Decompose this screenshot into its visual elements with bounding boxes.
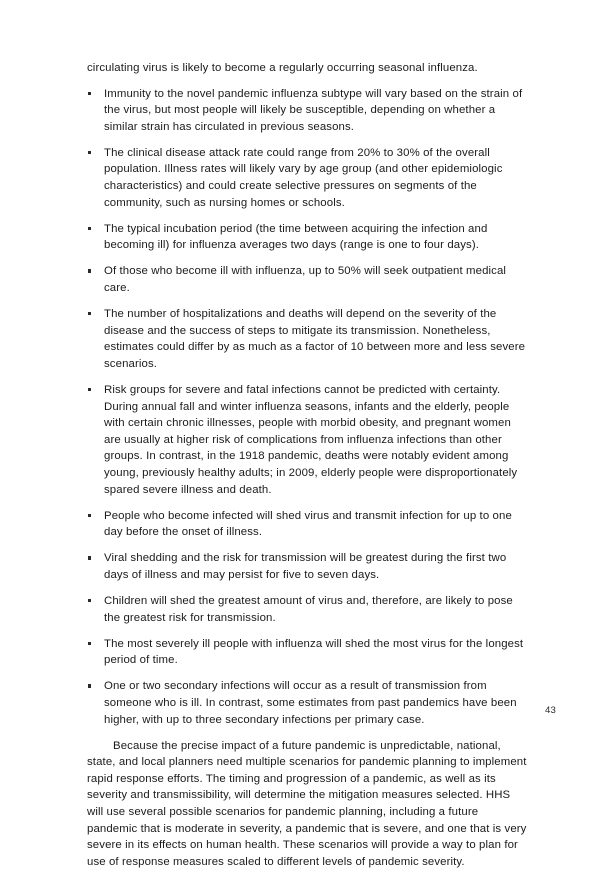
bullet-icon [88, 684, 91, 687]
list-item-text: Children will shed the greatest amount of virus and, therefore, are likely to pose the greatest risk for transmission. [104, 595, 513, 624]
page-number: 43 [544, 705, 556, 716]
closing-paragraph: Because the precise impact of a future pandemic is unpredictable, national, state, and local planners need multiple scenarios for pandemic planning to implement rapid response efforts. The timing and progression of a pandemic, as well as its severity and transmissibility, will determine the mitigation measures selected. HHS will use several possible scenarios for pandemic planning, including a future pandemic that is moderate in severity, a pandemic that is severe, and one that is very severe in its effects on human health. These scenarios will provide a way to plan for use of response measures scaled to different levels of pandemic severity. [87, 739, 527, 868]
list-item [87, 221, 527, 254]
bullet-icon [88, 92, 91, 95]
list-item-text: Immunity to the novel pandemic influenza subtype will vary based on the strain of the virus, but most people will likely be susceptible, depending on whether a similar strain has circulated in previous seasons. [104, 87, 523, 133]
list-item-text: Risk groups for severe and fatal infections cannot be predicted with certainty. During annual fall and winter influenza seasons, infants and the elderly, people with certain chronic illnesses, people with morbid obesity, and pregnant women are usually at higher risk of complications from influenza infections than other groups. In contrast, in the 1918 pandemic, deaths were notably evident among young, previously healthy adults; in 2009, elderly people were disproportionately spared severe illness and death. [104, 384, 518, 496]
list-item-text: One or two secondary infections will occur as a result of transmission from someone who is ill. In contrast, some estimates from past pandemics have been higher, with up to three secondary infections per primary case. [104, 680, 517, 726]
bullet-icon [88, 388, 91, 391]
page-content [87, 60, 527, 870]
list-item [87, 263, 527, 296]
list-item [87, 550, 527, 583]
list-item [87, 145, 527, 211]
bullet-icon [88, 269, 91, 272]
list-item-text: Viral shedding and the risk for transmission will be greatest during the first two days of illness and may persist for five to seven days. [104, 552, 507, 581]
list-item [87, 382, 527, 498]
list-item-text: The clinical disease attack rate could range from 20% to 30% of the overall population. Illness rates will likely vary by age group (and other epidemiologic characteristics) and could create selective pressures on segments of the community, such as nursing homes or schools. [104, 146, 503, 209]
list-item-text: The typical incubation period (the time between acquiring the infection and becoming ill) for influenza averages two days (range is one to four days). [104, 222, 488, 252]
bullet-icon [88, 514, 91, 517]
list-item-text: The number of hospitalizations and deaths will depend on the severity of the disease and the success of steps to mitigate its transmission. Nonetheless, estimates could differ by as much as a factor of 10 between more and less severe scenarios. [104, 308, 526, 370]
list-item-text: People who become infected will shed virus and transmit infection for up to one day before the onset of illness. [104, 509, 512, 539]
bullet-icon [88, 227, 91, 230]
bullet-icon [88, 599, 91, 602]
list-item-text: Of those who become ill with influenza, up to 50% will seek outpatient medical care. [104, 265, 507, 295]
list-item [87, 593, 527, 626]
bullet-icon [88, 312, 91, 315]
list-item [87, 508, 527, 541]
list-item [87, 306, 527, 372]
assumptions-bullet-list [87, 86, 527, 729]
list-item [87, 678, 527, 728]
closing-section [87, 738, 527, 870]
intro-continuation-paragraph: circulating virus is likely to become a regularly occurring seasonal influenza. [87, 62, 478, 74]
list-item [87, 86, 527, 136]
list-item [87, 636, 527, 669]
bullet-icon [88, 151, 91, 154]
bullet-icon [88, 556, 91, 559]
list-item-text: The most severely ill people with influenza will shed the most virus for the longest period of time. [104, 637, 524, 667]
bullet-icon [88, 642, 91, 645]
